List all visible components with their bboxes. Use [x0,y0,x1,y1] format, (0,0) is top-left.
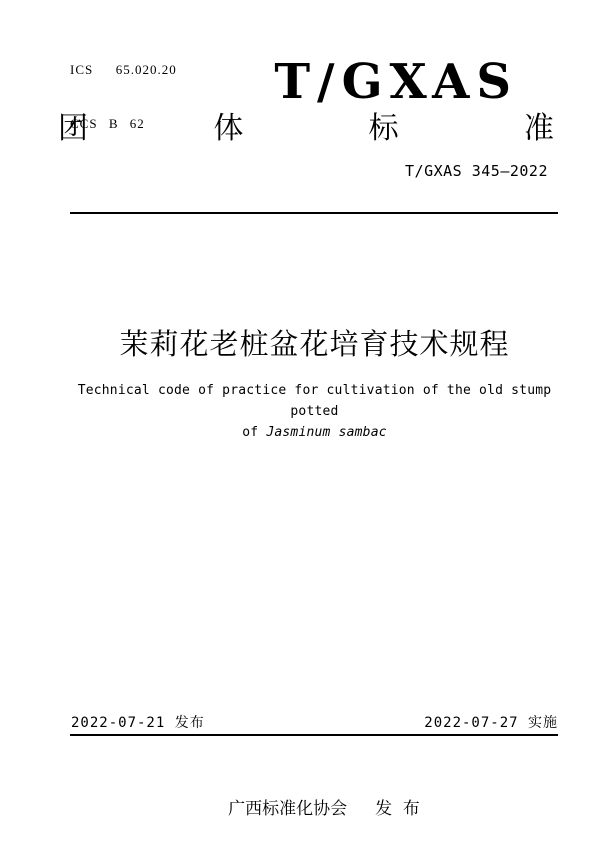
publisher-action: 发 布 [375,799,420,818]
type-char: 体 [213,112,244,145]
type-char: 准 [523,112,554,145]
ccs-code: CCS B 62 [70,116,145,131]
title-en-line2-prefix: of [242,425,267,440]
standard-number: T/GXAS 345—2022 [405,162,548,180]
ics-code: ICS 65.020.20 [70,62,177,77]
issue-date: 2022-07-21 发布 [71,715,205,731]
document-title-zh: 茉莉花老桩盆花培育技术规程 [119,329,510,361]
document-title-en [71,380,558,443]
standard-body-logo: T/GXAS [274,54,518,110]
latin-species-name: Jasminum sambac [266,425,387,440]
publisher-line [71,774,558,839]
standard-type-title [58,110,554,148]
implementation-date: 2022-07-27 实施 [424,715,558,731]
title-en-line2 [71,422,558,443]
publisher-org: 广西标准化协会 [228,799,348,818]
date-row [71,712,558,732]
footer-rule [70,734,558,736]
type-char: 团 [58,112,88,145]
title-en-line1: Technical code of practice for cultivation of the old stump potted [77,383,552,419]
header-rule [70,212,558,214]
type-char: 标 [368,112,399,145]
